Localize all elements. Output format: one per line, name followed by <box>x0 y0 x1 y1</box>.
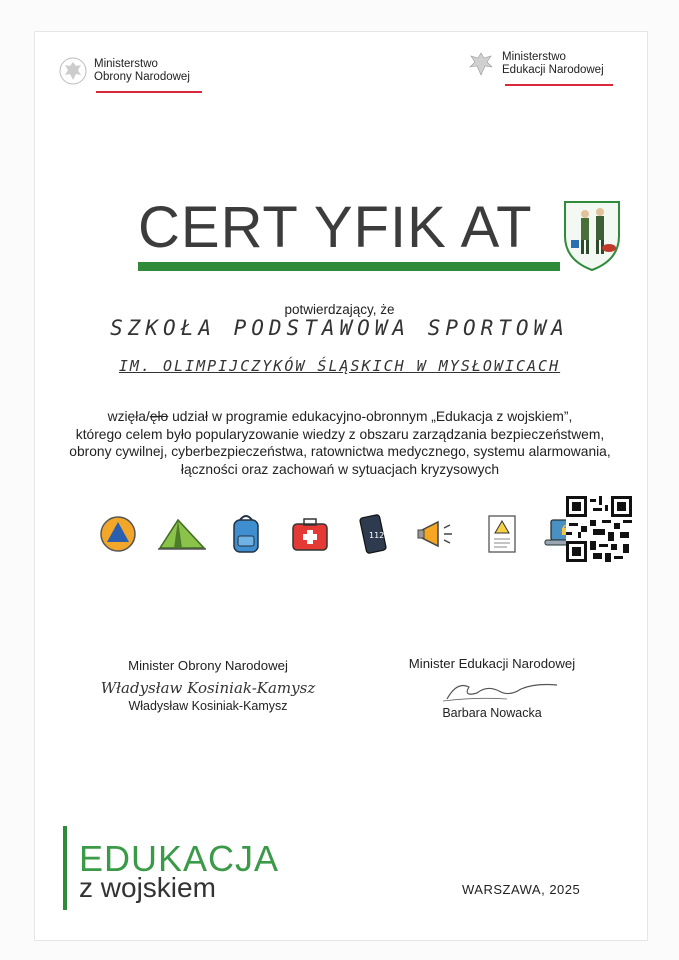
ministry-defense-logo <box>58 56 190 86</box>
school-name-line1: SZKOŁA PODSTAWOWA SPORTOWA <box>110 316 569 340</box>
handwritten-signature: Władysław Kosiniak-Kamysz <box>100 679 316 697</box>
phone-112-icon <box>348 508 400 560</box>
school-name-line2: IM. OLIMPIJCZYKÓW ŚLĄSKICH W MYSŁOWICACH <box>118 357 561 375</box>
body-prefix: wzięła/ <box>107 409 150 424</box>
ministry-red-rule <box>96 91 202 93</box>
signatory-name: Barbara Nowacka <box>442 706 542 720</box>
signatory-role: Minister Edukacji Narodowej <box>408 656 576 671</box>
ministry-name-line2: Edukacji Narodowej <box>502 64 604 76</box>
megaphone-icon <box>412 508 464 560</box>
backpack-icon <box>220 508 272 560</box>
ministry-red-rule <box>505 84 613 86</box>
confirm-text: potwierdzający, że <box>284 302 395 317</box>
body-struck: ęło <box>149 409 169 424</box>
ministry-name-line2: Obrony Narodowej <box>94 71 190 83</box>
certificate-body <box>40 408 640 478</box>
brand-line2: z wojskiem <box>79 872 216 903</box>
ministry-name-line1: Ministerstwo <box>94 58 158 70</box>
certificate-title: CERT YFIK AT <box>138 195 533 260</box>
ministry-education-logo <box>466 49 604 79</box>
signatory-name: Władysław Kosiniak-Kamysz <box>128 699 288 713</box>
civil-defense-icon <box>92 508 144 560</box>
body-line3: obrony cywilnej, cyberbezpieczeństwa, ratownictwa medycznego, systemu alarmowania, <box>69 444 611 459</box>
place-and-date: WARSZAWA, 2025 <box>462 882 581 897</box>
eagle-emblem-icon <box>466 49 496 79</box>
body-line1: udział w programie edukacyjno-obronnym „Edukacja z wojskiem”, <box>168 409 573 424</box>
svg-text:112: 112 <box>369 531 385 540</box>
body-line2: którego celem było popularyzowanie wiedzy z obszaru zarządzania bezpieczeństwem, <box>75 426 605 442</box>
handwritten-signature <box>417 675 567 705</box>
first-aid-kit-icon <box>284 508 336 560</box>
ministry-name-line1: Ministerstwo <box>502 51 566 63</box>
eagle-emblem-icon <box>58 56 88 86</box>
certificate-page <box>34 31 648 941</box>
body-line4: łączności oraz zachowań w sytuacjach kryzysowych <box>180 461 500 477</box>
signature-block-defense <box>88 658 328 713</box>
topic-icons-row <box>92 508 592 560</box>
tent-icon <box>156 508 208 560</box>
signature-block-education <box>372 656 612 720</box>
title-underline-bar <box>138 262 560 271</box>
warning-document-icon <box>476 508 528 560</box>
qr-code-icon <box>566 496 632 562</box>
soldiers-shield-icon <box>557 196 627 272</box>
brand-line1: EDUKACJA <box>79 838 280 879</box>
brand-green-bar <box>63 826 67 910</box>
signatory-role: Minister Obrony Narodowej <box>128 658 288 673</box>
